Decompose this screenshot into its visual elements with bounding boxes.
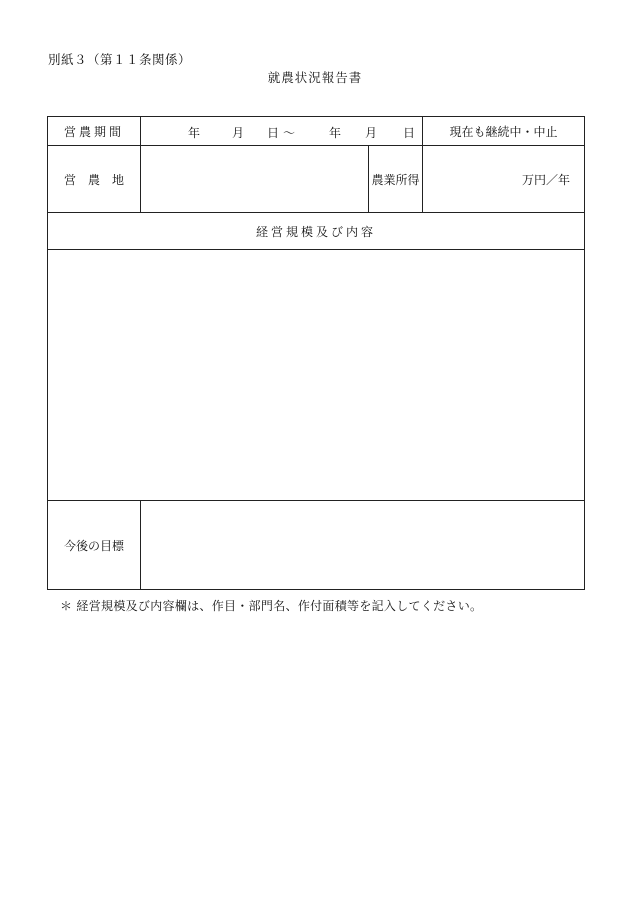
end-month-unit: 月 — [365, 126, 378, 140]
end-year-unit: 年 — [329, 126, 342, 140]
farm-income-label: 農業所得 — [369, 146, 423, 213]
start-day-unit: 日 — [267, 126, 280, 140]
period-tilde: 〜 — [283, 126, 296, 140]
farm-location-field[interactable] — [141, 146, 369, 213]
footnote: ＊ 経営規模及び内容欄は、作目・部門名、作付面積等を記入してください。 — [60, 599, 483, 613]
farm-income-field[interactable]: 万円／年 — [423, 146, 585, 213]
farming-period-field[interactable] — [141, 117, 423, 146]
management-content-field[interactable] — [48, 250, 585, 501]
document-title: 就農状況報告書 — [267, 70, 363, 85]
farm-location-label: 営 農 地 — [48, 146, 141, 213]
start-month-unit: 月 — [232, 126, 245, 140]
future-goals-field[interactable] — [141, 501, 585, 590]
status-options[interactable]: 現在も継続中・中止 — [423, 117, 585, 146]
form-reference: 別紙３（第１１条関係） — [48, 52, 192, 67]
farming-period-label: 営農期間 — [48, 117, 141, 146]
management-section-heading: 経営規模及び内容 — [48, 213, 585, 250]
report-form-table — [47, 116, 585, 590]
future-goals-label: 今後の目標 — [48, 501, 141, 590]
start-year-unit: 年 — [188, 126, 201, 140]
end-day-unit: 日 — [403, 126, 416, 140]
